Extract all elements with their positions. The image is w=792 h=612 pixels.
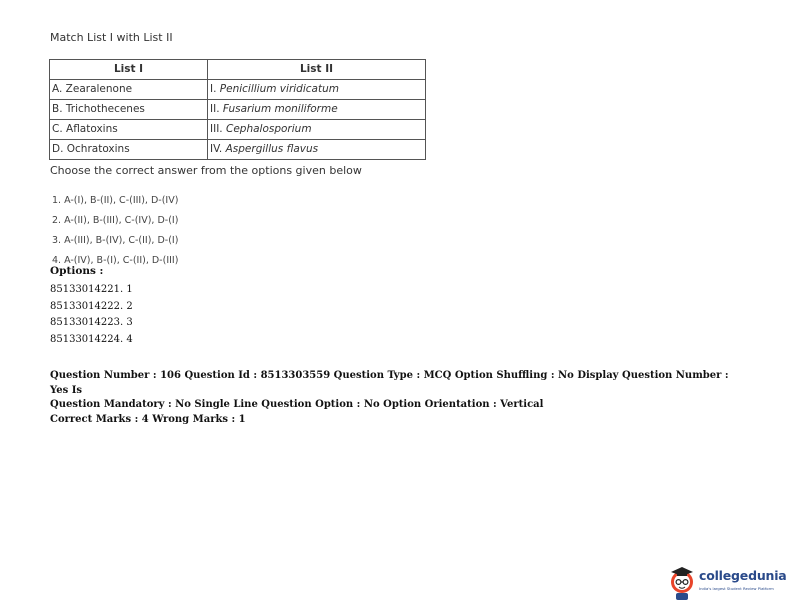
answer-choice: 4. A-(IV), B-(I), C-(II), D-(III) [52, 255, 179, 266]
organism-name: Aspergillus flavus [225, 143, 319, 155]
options-heading: Options : [50, 265, 104, 277]
option-id: 85133014221. 1 [50, 284, 133, 295]
question-title: Match List I with List II [50, 31, 173, 44]
metadata-line: Question Mandatory : No Single Line Question Option : No Option Orientation : Vertical [50, 399, 544, 410]
roman-numeral: IV. [210, 143, 223, 155]
list-1-cell: D. Ochratoxins [50, 140, 208, 160]
roman-numeral: II. [210, 103, 220, 115]
answer-choice: 2. A-(II), B-(III), C-(IV), D-(I) [52, 215, 179, 226]
option-id: 85133014223. 3 [50, 317, 133, 328]
option-id: 85133014222. 2 [50, 300, 133, 312]
option-id-list [50, 282, 133, 348]
mascot-icon [668, 564, 698, 602]
answer-choice: 1. A-(I), B-(II), C-(III), D-(IV) [52, 195, 179, 206]
answer-choices [52, 191, 178, 271]
roman-numeral: III. [210, 123, 223, 135]
instruction-text: Choose the correct answer from the options given below [50, 164, 362, 177]
collegedunia-logo [668, 564, 786, 604]
list-1-cell: C. Aflatoxins [50, 120, 208, 140]
list-2-header: List II [208, 60, 426, 80]
option-id: 85133014224. 4 [50, 333, 133, 345]
answer-choice: 3. A-(III), B-(IV), C-(II), D-(I) [52, 235, 179, 246]
organism-name: Penicillium viridicatum [219, 83, 339, 95]
match-table [49, 59, 426, 160]
roman-numeral: I. [210, 83, 217, 95]
logo-wordmark: collegedunia [699, 568, 787, 583]
list-2-cell [208, 100, 426, 120]
metadata-line: Question Number : 106 Question Id : 8513303559 Question Type : MCQ Option Shuffling : No Display Question Number : Yes Is [50, 370, 729, 396]
list-2-cell [208, 120, 426, 140]
table-row [50, 80, 426, 100]
organism-name: Fusarium moniliforme [222, 103, 338, 115]
question-metadata [50, 369, 750, 427]
table-row [50, 100, 426, 120]
list-1-cell: A. Zearalenone [50, 80, 208, 100]
list-1-header: List I [50, 60, 208, 80]
list-2-cell [208, 80, 426, 100]
table-row [50, 120, 426, 140]
organism-name: Cephalosporium [225, 123, 312, 135]
list-1-cell: B. Trichothecenes [50, 100, 208, 120]
logo-tagline: India's largest Student Review Platform [699, 586, 774, 591]
table-header-row [50, 60, 426, 80]
list-2-cell [208, 140, 426, 160]
metadata-line: Correct Marks : 4 Wrong Marks : 1 [50, 413, 246, 425]
table-row [50, 140, 426, 160]
